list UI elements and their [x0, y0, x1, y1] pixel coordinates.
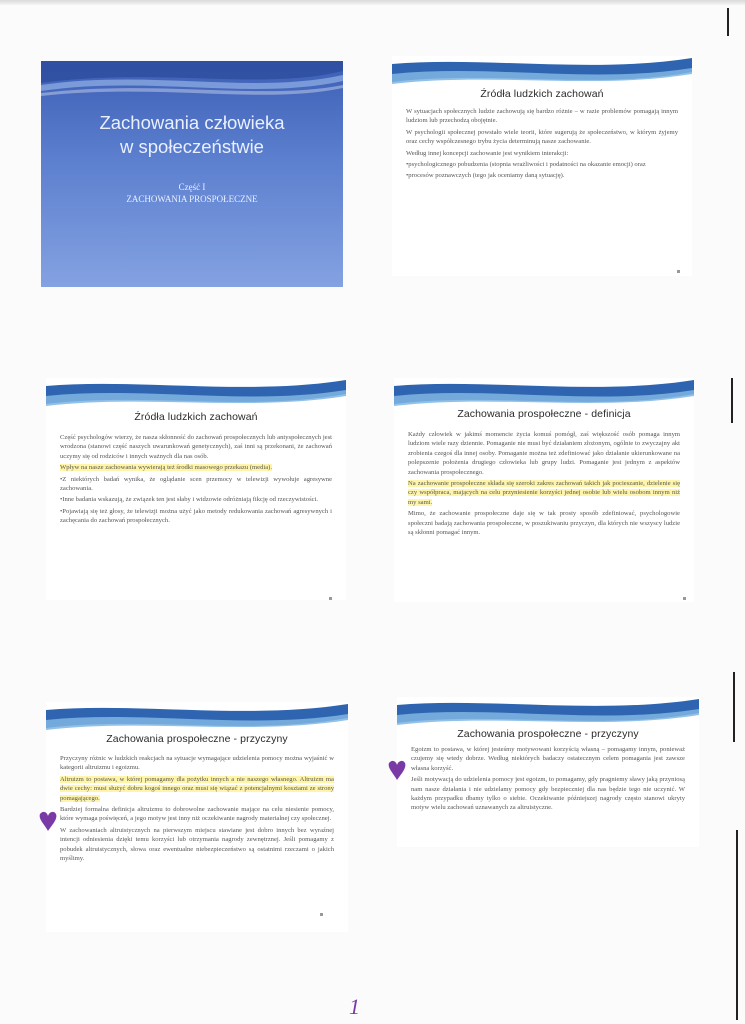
scan-top-edge — [0, 0, 745, 5]
paragraph: Według innej koncepcji zachowanie jest wynikiem interakcji: — [406, 149, 569, 157]
slide-body — [411, 745, 685, 815]
paragraph: Egoizm to postawa, w której jesteśmy motywowani korzyścią własną – pomagamy innym, ponieważ czujemy się wtedy dobrze. Według niektórych badaczy ostatecznym celem pomagania jest zawsze własna korzyść. — [411, 746, 685, 772]
paragraph: W psychologii społecznej powstało wiele teorii, które sugerują że społeczeństwo, w którym żyjemy oraz cechy współczesnego trybu życia determinują nasze zachowanie. — [406, 128, 678, 146]
slide-zrodla-1 — [392, 56, 692, 276]
heart-doodle-icon — [37, 809, 59, 833]
paragraph: W zachowaniach altruistycznych na pierwszym miejscu stawiane jest dobro innych bez wyraźnej intencji odniesienia dzięki temu korzyści lub otrzymania nagrody zewnętrznej. Jeśli pomagamy z pobudek altruistycznych, słowa oraz ewentualne niebezpieczeństwo są ostatnimi rzeczami o jakich myślimy. — [60, 826, 334, 863]
paragraph: Część psychologów wierzy, że nasza skłonność do zachowań prospołecznych lub antyspołecznych jest wrodzona (stanowi część naszych uwarunkowań genetycznych), zaś inni są przekonani, że zachowań uczymy się od rodziców i innych ważnych dla nas osób. — [60, 434, 332, 460]
scan-right-edge-line — [727, 8, 729, 36]
paragraph: Przyczyny różnic w ludzkich reakcjach na sytuacje wymagające udzielenia pomocy można wyjaśnić w kategorii altruizmu i egoizmu. — [60, 755, 334, 772]
page-number: 1 — [349, 994, 360, 1019]
slide-title: Zachowania człowieka w społeczeństwie — [99, 112, 285, 157]
slide-body — [408, 430, 680, 539]
slide-title: Zachowania prospołeczne - przyczyny — [106, 733, 288, 745]
paragraph: Każdy człowiek w jakimś momencie życia komuś pomógł, zaś większość osób pomaga innym ludziom wiele razy dziennie. Pomaganie nie musi być działaniem złożonym, ogólnie to zwyczajny akt zrobienia czegoś dla innej osoby. Pomaganie można też zdefiniować jako działanie ukierunkowane na polepszenie położenia drugiego człowieka lub grupy ludzi. Pomaganie jest jednym z aspektów zachowania prospołecznego. — [408, 431, 680, 476]
slide-definicja — [394, 378, 694, 602]
paragraph-highlighted: Wpływ na nasze zachowania wywierają też środki masowego przekazu (media). — [60, 464, 273, 472]
paragraph: •psychologicznego pobudzenia (stopnia wrażliwości i podatności na okazanie emocji) oraz — [406, 161, 646, 169]
paragraph: Bardziej formalna definicja altruizmu to dobrowolne zachowanie mające na celu niesienie pomocy, które wymaga poświęceń, a jego motyw jest inny niż oczekiwanie nagrody materialnej czy społecznej. — [60, 806, 334, 823]
paragraph: Jeśli motywacją do udzielenia pomocy jest egoizm, to pomagamy, gdy pragniemy sławy jaką przyniosą nam nasze działania i nie udzielamy pomocy gdy bezpieczniej dla nas będzie tego nie uczynić. W każdym przypadku dbamy tylko o siebie. Oczekiwanie późniejszej nagrody często stanowi ukryty motyw wielu zachowań uznawanych za altruistyczne. — [411, 776, 685, 812]
paragraph: W sytuacjach społecznych ludzie zachowują się bardzo różnie – w razie problemów pomagają innym ludziom lub przechodzą obojętnie. — [406, 108, 678, 125]
slide-body — [406, 107, 678, 183]
slide-title: Zachowania prospołeczne - definicja — [457, 408, 631, 420]
scan-right-edge-line — [733, 672, 735, 742]
paragraph: •Z niektórych badań wynika, że oglądanie scen przemocy w telewizji wywołuje agresywne zachowania. — [60, 475, 332, 493]
heart-doodle-icon — [386, 758, 408, 782]
title-slide — [41, 61, 343, 287]
slide-title: Źródła ludzkich zachowań — [480, 88, 604, 100]
slide-subtitle: Część I ZACHOWANIA PROSPOŁECZNE — [126, 182, 258, 204]
slide-przyczyny-1 — [46, 702, 348, 932]
slide-title: Zachowania prospołeczne - przyczyny — [457, 728, 639, 740]
scan-speck — [677, 270, 680, 273]
slide-zrodla-2 — [46, 378, 346, 600]
scan-right-edge-line — [731, 378, 733, 423]
paragraph: •Inne badania wskazują, że związek ten jest słaby i widzowie odróżniają fikcję od rzeczywistości. — [60, 496, 319, 504]
slide-przyczyny-2 — [397, 697, 699, 847]
slide-title: Źródła ludzkich zachowań — [134, 411, 258, 423]
scan-speck — [320, 913, 323, 916]
slide-body — [60, 754, 334, 865]
scan-speck — [329, 597, 332, 600]
paragraph: •procesów poznawczych (tego jak oceniamy daną sytuację). — [406, 172, 565, 180]
scan-right-edge-line — [736, 830, 738, 1020]
scan-speck — [683, 597, 686, 600]
paragraph-highlighted: Altruizm to postawa, w której pomagamy dla pożytku innych a nie naszego własnego. Altruizm ma dwie cechy: musi służyć dobru kogoś innego oraz musi się wiązać z potencjalnymi kosztami ze strony pomagającego. — [60, 775, 334, 802]
slide-body — [60, 433, 332, 528]
paragraph-highlighted: Na zachowanie prospołeczne składa się szeroki zakres zachowań takich jak pocieszanie, dzielenie się czy współpraca, mających na celu przyniesienie korzyści jednej osobie lub wielu osobom innym niż my sami. — [408, 480, 680, 506]
paragraph: •Pojawiają się też głosy, że telewizji można użyć jako metody redukowania zachowań agresywnych i zachęcania do zachowań prospołecznych. — [60, 507, 332, 525]
paragraph: Mimo, że zachowanie prospołeczne daje się w tak prosty sposób zdefiniować, psychologowie społeczni badają zachowania prospołeczne, w poszukiwaniu przyczyn, dla których nie wszyscy ludzie są skłonni pomagać innym. — [408, 510, 680, 537]
